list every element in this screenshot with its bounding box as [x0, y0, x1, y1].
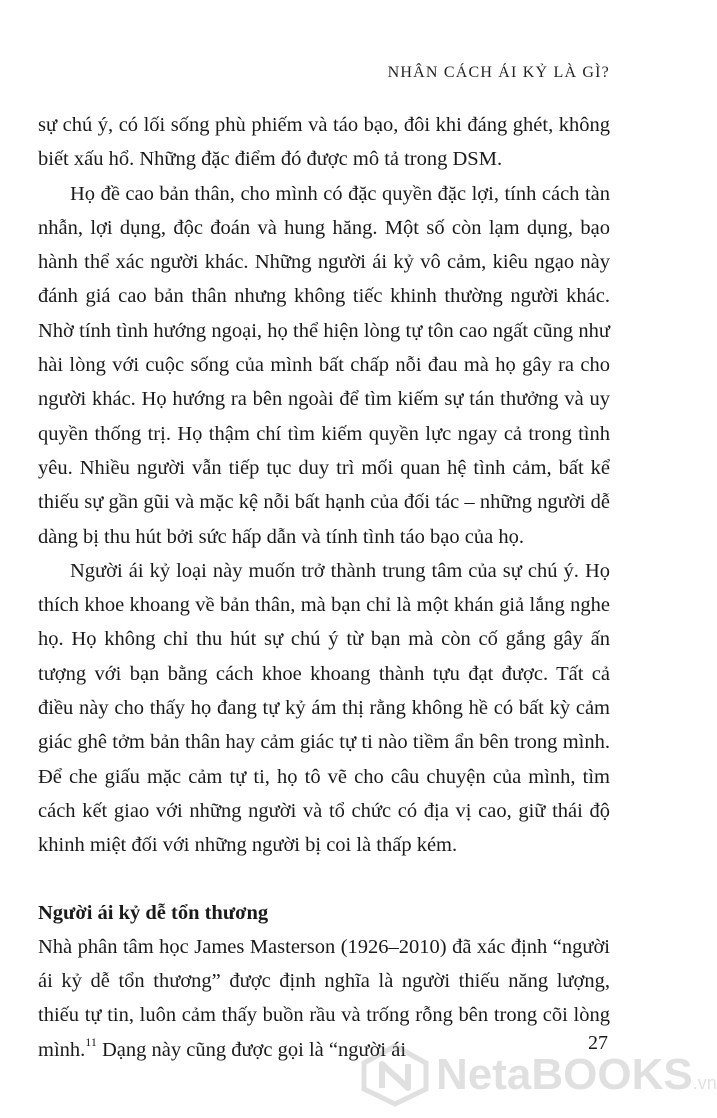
watermark-suffix: .vn — [692, 1073, 717, 1093]
section-heading: Người ái kỷ dễ tổn thương — [38, 901, 269, 924]
watermark-brand — [436, 1050, 717, 1100]
paragraph-continuation: sự chú ý, có lối sống phù phiếm và táo bạo, đôi khi đáng ghét, không biết xấu hổ. Những đặc điểm đó được mô tả trong DSM. — [38, 114, 610, 171]
watermark — [360, 1040, 717, 1110]
page-number: 27 — [588, 1032, 608, 1054]
paragraph: Người ái kỷ loại này muốn trở thành trung tâm của sự chú ý. Họ thích khoe khoang về bản thân, mà bạn chỉ là một khán giả lắng nghe họ. Họ không chỉ thu hút sự chú ý từ bạn mà còn cố gắng gây ấn tượng với bạn bằng cách khoe khoang thành tựu đạt được. Tất cả điều này cho thấy họ đang tự kỷ ám thị rằng không hề có bất kỳ cảm giác ghê tởm bản thân hay cảm giác tự ti nào tiềm ẩn bên trong mình. Để che giấu mặc cảm tự ti, họ tô vẽ cho câu chuyện của mình, tìm cách kết giao với những người và tổ chức có địa vị cao, giữ thái độ khinh miệt đối với những người bị coi là thấp kém. — [38, 559, 610, 857]
paragraph-text: Dạng này cũng được gọi là “người ái — [96, 1038, 407, 1061]
page-body — [38, 108, 610, 1067]
running-header: NHÂN CÁCH ÁI KỶ LÀ GÌ? — [387, 64, 610, 81]
watermark-brand-text: NetaBOOKS — [436, 1050, 693, 1099]
paragraph-text: Nhà phân tâm học James Masterson (1926–2010) đã xác định “người ái kỷ dễ tổn thương” được định nghĩa là người thiếu năng lượng, thiếu tự tin, luôn cảm thấy buồn rầu và trống rỗng bên trong cõi lòng mình. — [38, 935, 610, 1061]
footnote-marker: 11 — [85, 1034, 97, 1049]
neta-logo-icon — [360, 1044, 430, 1106]
paragraph: Họ đề cao bản thân, cho mình có đặc quyền đặc lợi, tính cách tàn nhẫn, lợi dụng, độc đoán và hung hăng. Một số còn lạm dụng, bạo hành thể xác người khác. Những người ái kỷ vô cảm, kiêu ngạo này đánh giá cao bản thân nhưng không tiếc khinh thường người khác. Nhờ tính tình hướng ngoại, họ thể hiện lòng tự tôn cao ngất cũng như hài lòng với cuộc sống của mình bất chấp nỗi đau mà họ gây ra cho người khác. Họ hướng ra bên ngoài để tìm kiếm sự tán thưởng và uy quyền thống trị. Họ thậm chí tìm kiếm quyền lực ngay cả trong tình yêu. Nhiều người vẫn tiếp tục duy trì mối quan hệ tình cảm, bất kể thiếu sự gần gũi và mặc kệ nỗi bất hạnh của đối tác – những người dễ dàng bị thu hút bởi sức hấp dẫn và tính tình táo bạo của họ. — [38, 182, 610, 548]
